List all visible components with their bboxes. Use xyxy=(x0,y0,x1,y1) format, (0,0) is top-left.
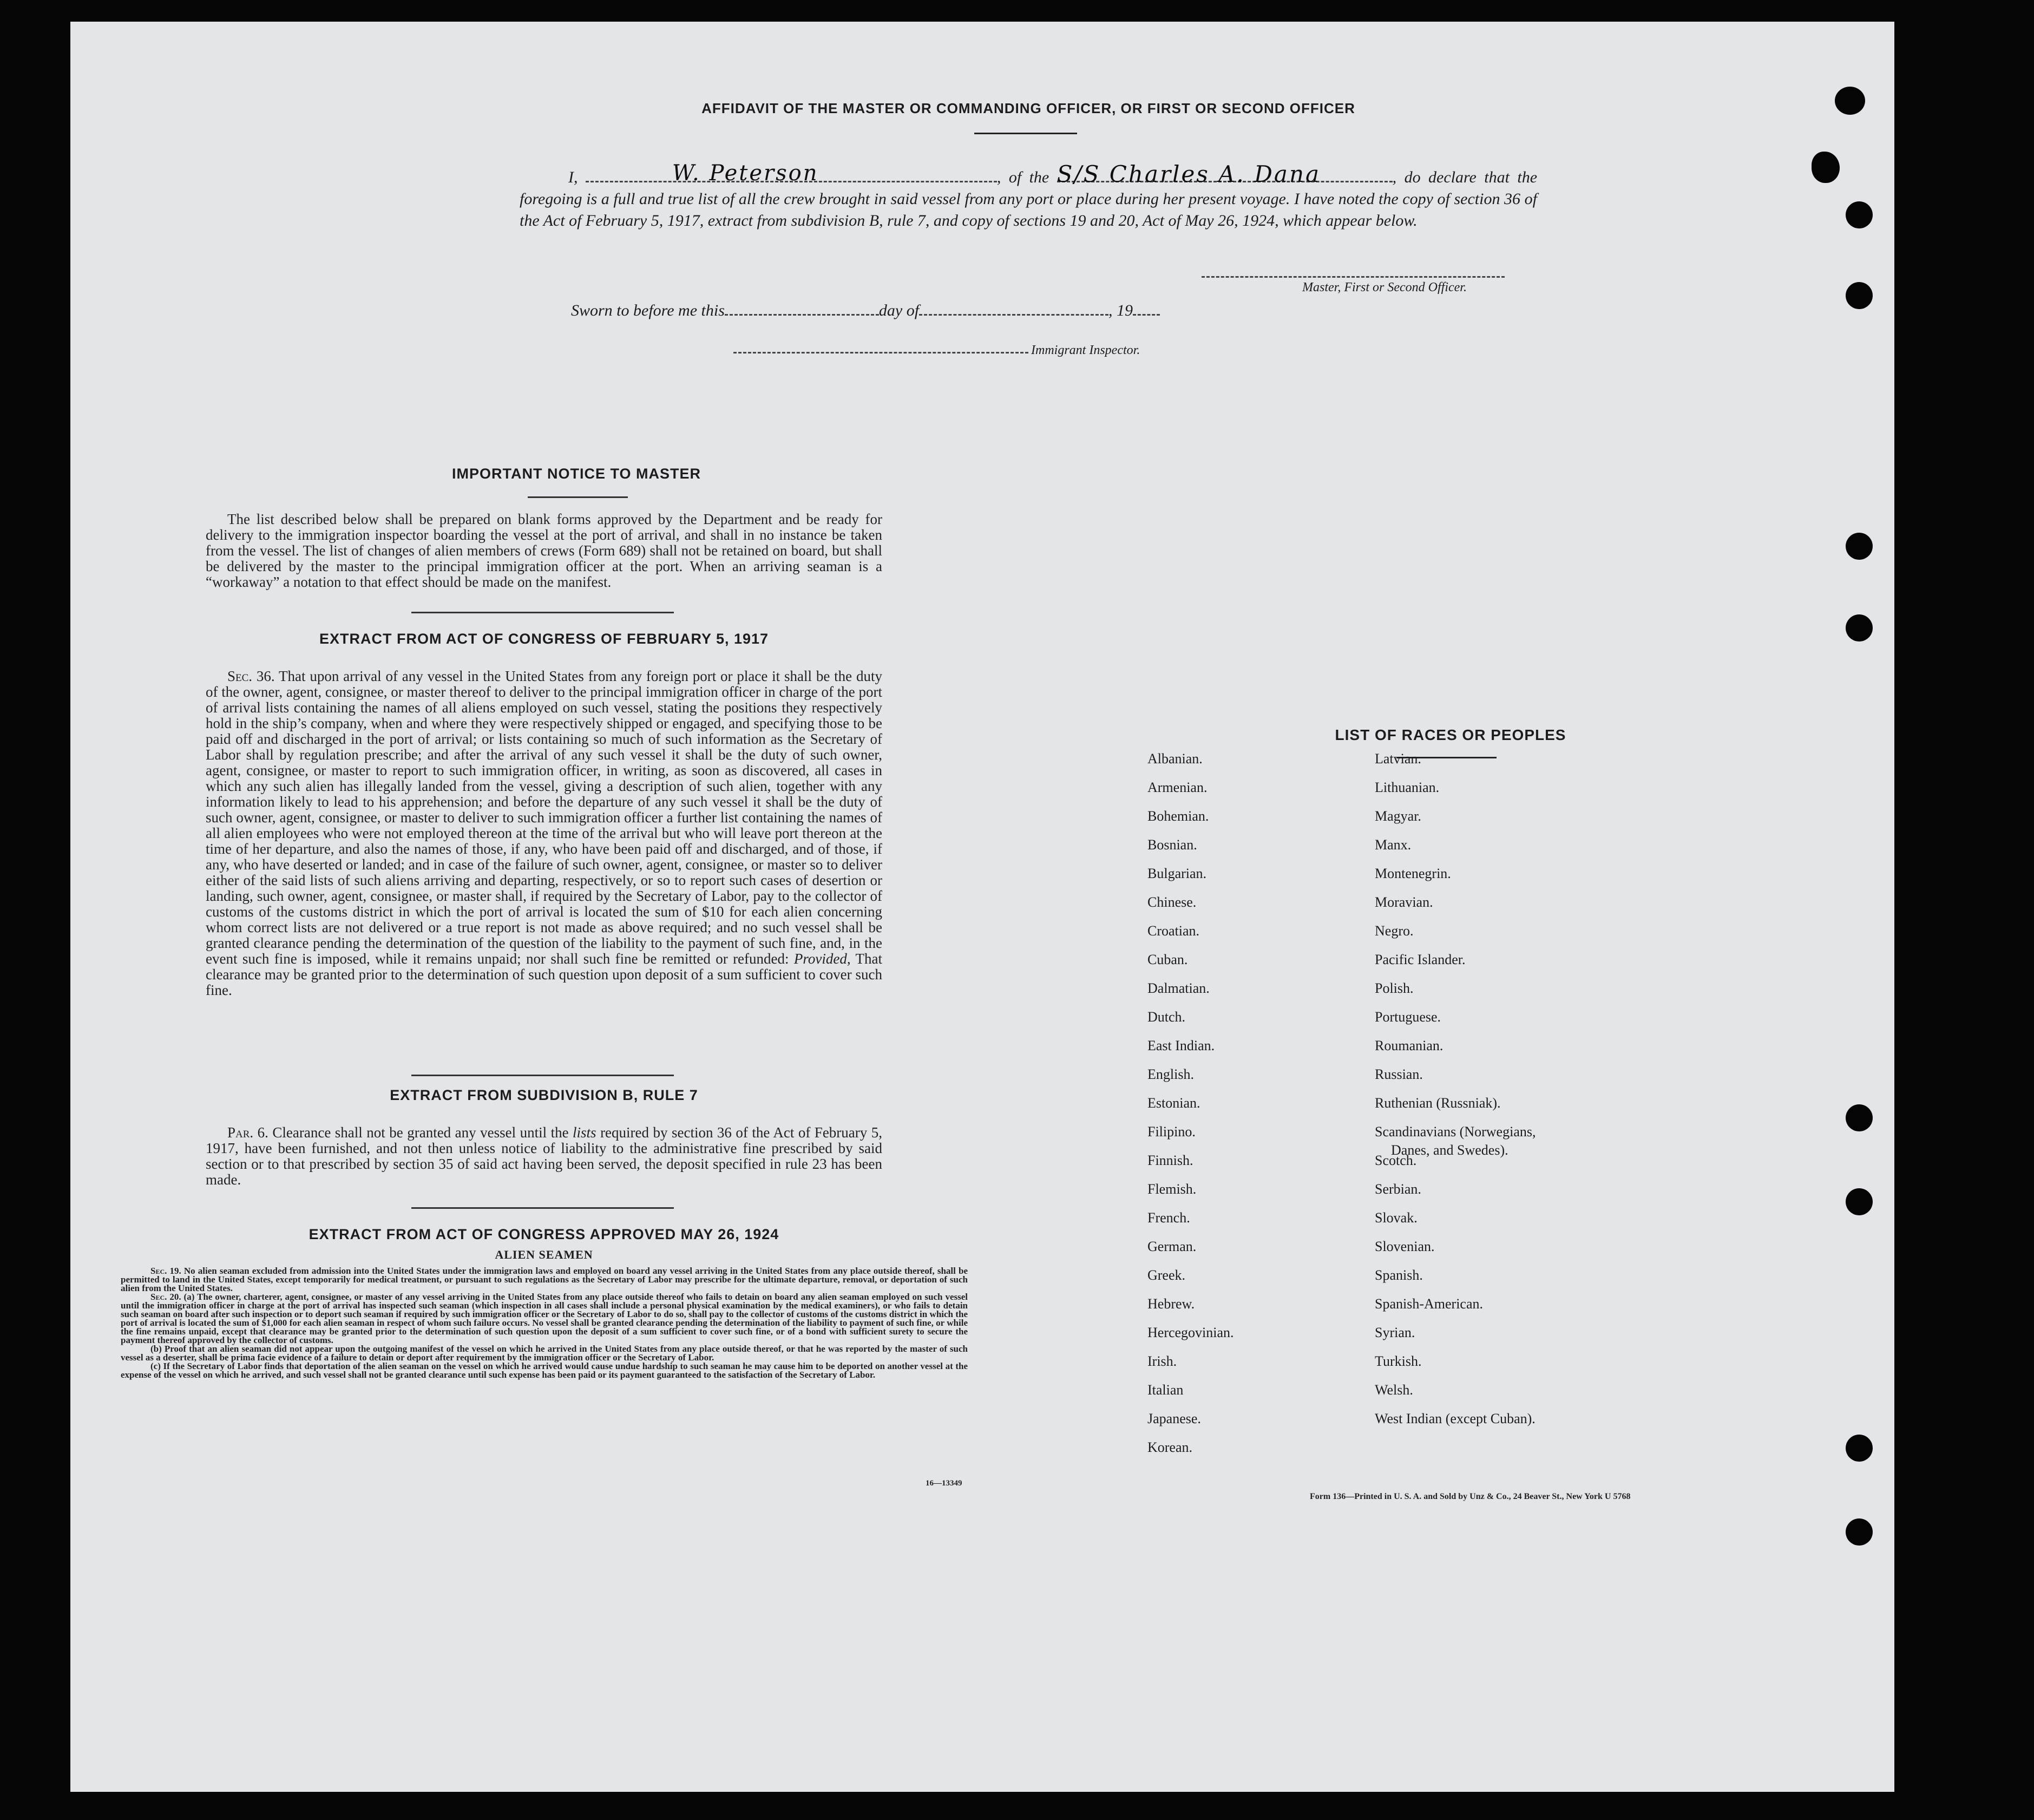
rule-7-text: Par. 6. Clearance shall not be granted any vessel until the lists required by section 36 of the Act of February 5, 1917, have been furnished, and not then unless notice of liability to the administrative fine prescribed by said section or to that prescribed by section 35 of said act having been served, the deposit specified in rule 23 has been made. xyxy=(206,1124,883,1188)
race-item: Flemish. xyxy=(1147,1181,1197,1197)
handwritten-vessel-name: S/S Charles A. Dana xyxy=(1057,161,1321,187)
vessel-name-field[interactable] xyxy=(1057,157,1393,187)
race-item: Ruthenian (Russniak). xyxy=(1375,1095,1501,1111)
race-item: Armenian. xyxy=(1147,780,1208,795)
race-item: Moravian. xyxy=(1375,894,1433,910)
race-item: East Indian. xyxy=(1147,1038,1215,1053)
race-item: Slovak. xyxy=(1375,1210,1418,1226)
sworn-line xyxy=(571,298,1160,320)
binder-hole xyxy=(1835,87,1865,115)
of-the-label: , of the xyxy=(996,168,1049,186)
year-prefix: , 19 xyxy=(1108,302,1133,319)
race-item: Scotch. xyxy=(1375,1153,1417,1168)
binder-hole xyxy=(1846,614,1873,641)
races-title: LIST OF RACES OR PEOPLES xyxy=(1335,726,1566,743)
race-item: Danes, and Swedes). xyxy=(1391,1142,1508,1158)
race-item: Montenegrin. xyxy=(1375,866,1451,881)
race-item: West Indian (except Cuban). xyxy=(1375,1411,1536,1426)
alien-seamen-subtitle: ALIEN SEAMEN xyxy=(495,1248,593,1261)
race-item: Albanian. xyxy=(1147,751,1203,767)
sec-36-label: Sec. 36. xyxy=(227,668,275,684)
title-rule xyxy=(974,133,1077,134)
sworn-day-field[interactable] xyxy=(725,298,879,316)
race-item: Cuban. xyxy=(1147,952,1188,967)
binder-hole xyxy=(1846,533,1873,560)
sworn-prefix: Sworn to before me this xyxy=(571,302,725,319)
day-of-label: day of xyxy=(878,302,920,319)
notice-rule xyxy=(528,496,628,498)
form-note: Form 136—Printed in U. S. A. and Sold by Unz & Co., 24 Beaver St., New York U 5768 xyxy=(1310,1492,1631,1501)
race-item: Latvian. xyxy=(1375,751,1421,767)
race-item: Italian xyxy=(1147,1382,1184,1398)
race-item: Negro. xyxy=(1375,923,1414,939)
race-item: Slovenian. xyxy=(1375,1239,1435,1254)
inspector-caption: Immigrant Inspector. xyxy=(1031,343,1140,357)
master-signature-line[interactable] xyxy=(1202,276,1505,278)
affidavit-title: AFFIDAVIT OF THE MASTER OR COMMANDING OFFICER, OR FIRST OR SECOND OFFICER xyxy=(701,100,1355,116)
document-page xyxy=(70,22,1894,1792)
race-item: Turkish. xyxy=(1375,1353,1422,1369)
act-1924-text: Sec. 19. No alien seaman excluded from admission into the United States under the immigration laws and employed on board any vessel arriving in the United States from any place outside thereof, shall be permitted to land in the United States, except temporarily for medical treatment, or pursuant to such regulations as the Secretary of Labor may prescribe for the ultimate departure, removal, or deportation of such alien from the United States. Sec. 20. (a) The owner, charterer, agent, consignee, or master of any vessel arriving in the United States from any place outside thereof who fails to detain on board any alien seaman employed on such vessel until the immigration officer in charge at the port of arrival has inspected such seaman (which inspection in all cases shall include a personal physical examination by the medical examiners), or who fails to detain such seaman on board after such inspection or to deport such seaman if required by such immigration officer or the Secretary of Labor to do so, shall pay to the collector of customs of the customs district in which the port of arrival is located the sum of $1,000 for each alien seaman in respect of whom such failure occurs. No vessel shall be granted clearance pending the determination of the liability to payment of such fine, or while the fine remains unpaid, except that clearance may be granted prior to the determination of such question upon the deposit of a sum sufficient to cover such fine, or of a bond with sufficient surety to secure the payment thereof approved by the collector of customs. (b) Proof that an alien seaman did not appear upon the outgoing manifest of the vessel on which he arrived in the United States from any place outside thereof, or that he was reported by the master of such vessel as a deserter, shall be prima facie evidence of a failure to detain or deport after requirement by the immigration officer or the Secretary of Labor. (c) If the Secretary of Labor finds that deportation of the alien seaman on the vessel on which he arrived would cause undue hardship to such seaman he may cause him to be deported on another vessel at the expense of the vessel on which he arrived, and such vessel shall not be granted clearance until such expense has been paid or its payment guaranteed to the satisfaction of the Secretary of Labor. xyxy=(121,1266,968,1380)
race-item: German. xyxy=(1147,1239,1197,1254)
race-item: Polish. xyxy=(1375,980,1414,996)
race-item: Manx. xyxy=(1375,837,1412,853)
binder-hole xyxy=(1812,152,1840,183)
race-item: English. xyxy=(1147,1066,1194,1082)
section-divider xyxy=(411,1075,674,1076)
race-item: Russian. xyxy=(1375,1066,1423,1082)
form-number: 16—13349 xyxy=(926,1479,962,1488)
race-item: Greek. xyxy=(1147,1267,1186,1283)
i-label: I, xyxy=(568,168,578,186)
race-item: Dalmatian. xyxy=(1147,980,1210,996)
race-item: Spanish-American. xyxy=(1375,1296,1484,1312)
race-item: Bulgarian. xyxy=(1147,866,1207,881)
race-item: Hercegovinian. xyxy=(1147,1325,1234,1340)
race-item: Filipino. xyxy=(1147,1124,1196,1140)
race-item: Pacific Islander. xyxy=(1375,952,1466,967)
inspector-signature-line[interactable] xyxy=(733,352,1028,353)
race-item: Chinese. xyxy=(1147,894,1197,910)
race-item: Estonian. xyxy=(1147,1095,1200,1111)
race-item: Japanese. xyxy=(1147,1411,1201,1426)
race-item: Lithuanian. xyxy=(1375,780,1440,795)
handwritten-signature: W. Peterson xyxy=(672,161,819,186)
sworn-month-field[interactable] xyxy=(919,298,1108,316)
race-item: Dutch. xyxy=(1147,1009,1186,1025)
notice-text: The list described below shall be prepared on blank forms approved by the Department and be ready for delivery to the immigration inspector boarding the vessel at the port of arrival, and shall in no instance be taken from the vessel. The list of changes of alien members of crews (Form 689) shall not be retained on board, but shall be delivered by the master to the principal immigration officer at the port. When an arriving seaman is a “workaway” a notation to that effect should be made on the manifest. xyxy=(206,511,882,590)
rule-7-title: EXTRACT FROM SUBDIVISION B, RULE 7 xyxy=(390,1087,698,1103)
master-name-field[interactable] xyxy=(586,157,997,186)
act-1917-title: EXTRACT FROM ACT OF CONGRESS OF FEBRUARY 5, 1917 xyxy=(319,631,769,647)
binder-hole xyxy=(1846,1518,1873,1546)
act-1924-title: EXTRACT FROM ACT OF CONGRESS APPROVED MAY 26, 1924 xyxy=(309,1226,779,1242)
race-item: French. xyxy=(1147,1210,1190,1226)
binder-hole xyxy=(1846,1435,1873,1462)
affidavit-statement xyxy=(520,157,1537,232)
race-item: Bosnian. xyxy=(1147,837,1197,853)
race-item: Scandinavians (Norwegians, xyxy=(1375,1124,1536,1140)
race-item: Portuguese. xyxy=(1375,1009,1441,1025)
binder-hole xyxy=(1846,1104,1873,1131)
race-item: Serbian. xyxy=(1375,1181,1421,1197)
race-item: Welsh. xyxy=(1375,1382,1413,1398)
par-6-label: Par. 6. xyxy=(227,1124,268,1141)
race-item: Hebrew. xyxy=(1147,1296,1195,1312)
race-item: Bohemian. xyxy=(1147,808,1209,824)
race-item: Syrian. xyxy=(1375,1325,1415,1340)
race-item: Korean. xyxy=(1147,1439,1193,1455)
act-1917-text: Sec. 36. That upon arrival of any vessel in the United States from any foreign port or place it shall be the duty of the owner, agent, consignee, or master thereof to deliver to the principal immigration officer in charge of the port of arrival lists containing the names of all aliens employed on such vessel, stating the positions they respectively hold in the ship’s company, when and where they were respectively shipped or engaged, and specifying those to be paid off and discharged in the port of arrival; or lists containing so much of such information as the Secretary of Labor shall by regulation prescribe; and after the arrival of any such vessel it shall be the duty of such owner, agent, consignee, or master to report to such immigration officer, in writing, as soon as discovered, all cases in which any such alien has illegally landed from the vessel, giving a description of such alien, together with any information likely to lead to his apprehension; and before the departure of any such vessel it shall be the duty of such owner, agent, consignee, or master to deliver to such immigration officer a further list containing the names of all alien employees who were not employed thereon at the time of the arrival but who will leave port thereon at the time of her departure, and also the names of those, if any, who have been paid off and discharged, and of those, if any, who have deserted or landed; and in case of the failure of such owner, agent, consignee, or master so to deliver either of the said lists of such aliens arriving and departing, respectively, or so to report such cases of desertion or landing, such owner, agent, consignee, or master shall, if required by the Secretary of Labor, pay to the collector of customs of the customs district in which the port of arrival is located the sum of $10 for each alien concerning whom correct lists are not delivered or a true report is not made as above required; and no such vessel shall be granted clearance pending the determination of the question of the liability to the payment of such fine, and, in the event such fine is imposed, while it remains unpaid; nor shall such fine be remitted or refunded: Provided, That clearance may be granted prior to the determination of such question upon deposit of a sum sufficient to cover such fine. xyxy=(206,668,883,998)
sworn-year-field[interactable] xyxy=(1133,298,1160,316)
race-item: Spanish. xyxy=(1375,1267,1423,1283)
binder-hole xyxy=(1846,201,1873,228)
binder-hole xyxy=(1846,1188,1873,1215)
notice-title: IMPORTANT NOTICE TO MASTER xyxy=(452,466,701,482)
section-divider xyxy=(411,1207,674,1209)
binder-hole xyxy=(1846,282,1873,309)
declare-label: , do declare xyxy=(1392,168,1477,186)
statement-text: that the foregoing is a full and true list of all the crew brought in said vessel from any port or place during her present voyage. I have noted the copy of section 36 of the Act of February 5, 1917, extract from subdivision B, rule 7, and copy of sections 19 and 20, Act of May 26, 1924, which appear below. xyxy=(520,168,1538,230)
race-item: Finnish. xyxy=(1147,1153,1193,1168)
race-item: Roumanian. xyxy=(1375,1038,1444,1053)
section-divider xyxy=(411,612,674,613)
race-item: Croatian. xyxy=(1147,923,1200,939)
master-caption: Master, First or Second Officer. xyxy=(1302,280,1467,294)
race-item: Irish. xyxy=(1147,1353,1177,1369)
race-item: Magyar. xyxy=(1375,808,1421,824)
